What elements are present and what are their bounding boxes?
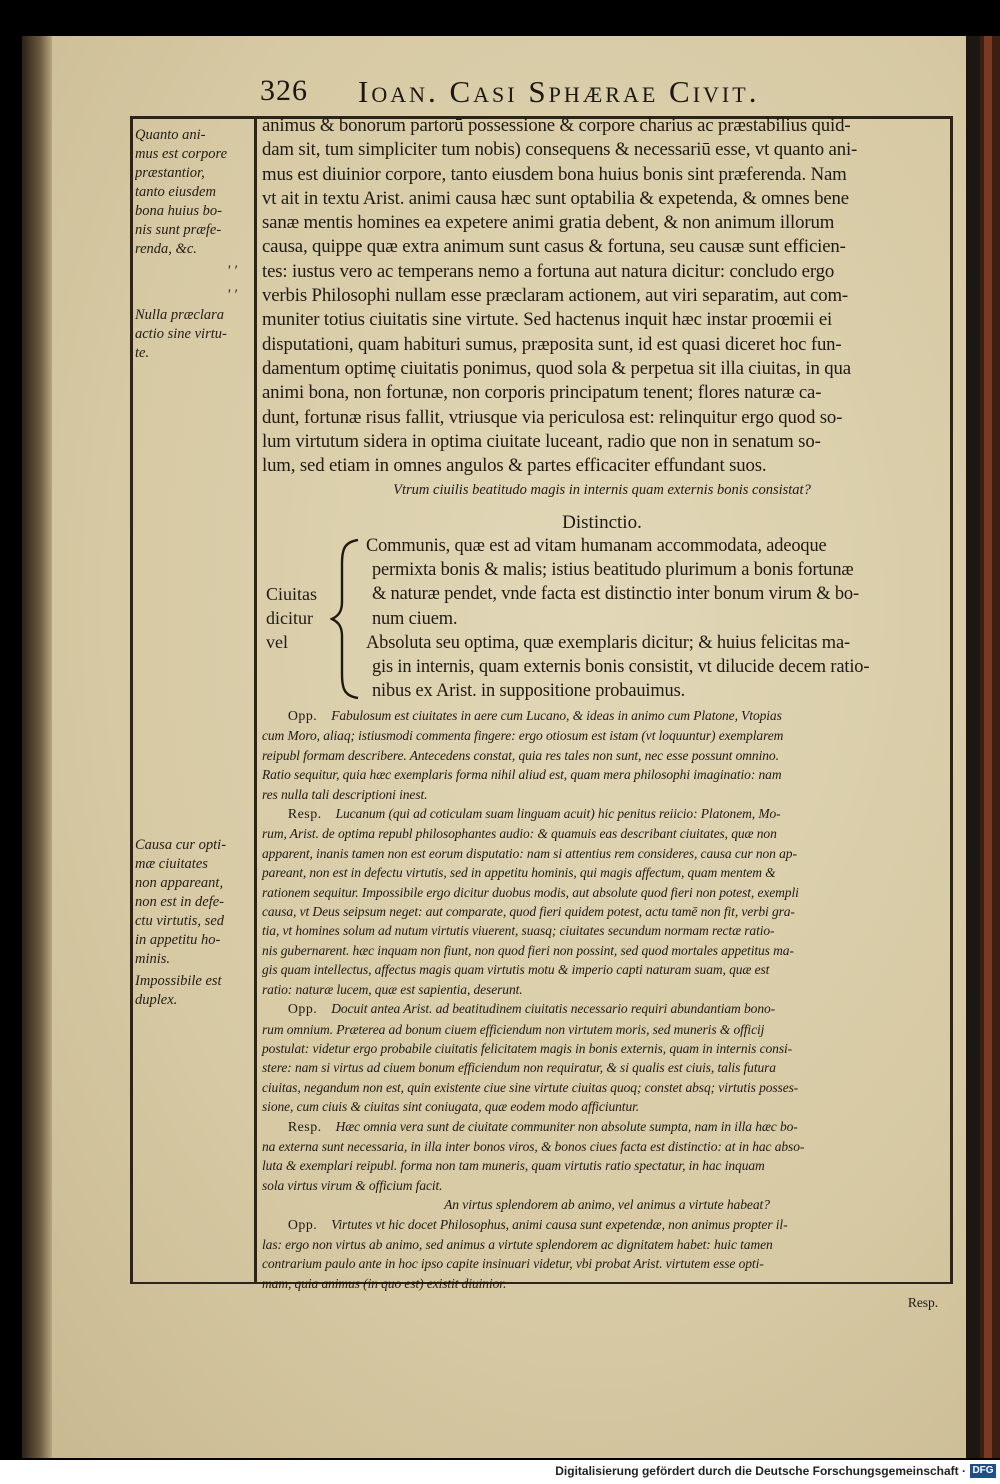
disputation-line	[262, 726, 948, 745]
margin-note-line: minis.	[135, 951, 171, 967]
disputation-line-lead	[262, 1215, 948, 1235]
dfg-logo: DFG	[970, 1464, 996, 1478]
disputation-line	[262, 785, 948, 804]
margin-note-line: in appetitu ho-	[135, 932, 221, 948]
text-line: vt ait in textu Arist. animi causa hæc sunt optabilia & expetenda, & omnes bene	[262, 187, 849, 209]
disputation-line	[262, 765, 948, 784]
disputation-line	[262, 980, 948, 999]
disputation-line-lead	[262, 1117, 948, 1137]
disputation-text: luta & exemplari reipubl. forma non tam muneris, quam virtutis ratio spectatur, in hac inquam	[262, 1158, 765, 1174]
disputation-text: ratio: naturæ lucem, quæ est sapientia, deserunt.	[262, 981, 523, 997]
text-line: causa, quippe quæ extra animum sunt casus & fortuna, seu causæ sunt efficien-	[262, 236, 846, 258]
text-line: dam sit, tum simpliciter tum nobis) consequens & necessariū esse, vt quanto ani-	[262, 139, 858, 161]
margin-note-line: actio sine virtu-	[135, 326, 227, 342]
disputation-text: mam, quia animus (in quo est) existit diuinior.	[262, 1275, 507, 1291]
margin-rule-left	[130, 116, 133, 1284]
page-header	[260, 74, 880, 114]
margin-note-line: non est in defe-	[135, 894, 224, 910]
text-line: mus est diuinior corpore, tanto eiusdem bona huius bonis sint præferenda. Nam	[262, 163, 847, 185]
disputation-text: las: ergo non virtus ab animo, sed animus a virtute splendorem ac dignitatem habet: huic tamen	[262, 1236, 773, 1252]
margin-note-line: Quanto ani-	[135, 127, 206, 143]
margin-note-line: te.	[135, 345, 150, 361]
disputation-text: res nulla tali descriptioni inest.	[262, 786, 428, 802]
disputation-line	[262, 1156, 948, 1175]
distinctio-line: permixta bonis & malis; istius beatitudo plurimum a bonis fortunæ	[371, 559, 854, 581]
page-edge	[966, 36, 980, 1458]
disputation-text: contrarium paulo ante in hoc ipso capite insinuari videtur, vbi probat Arist. virtutem esse opti-	[262, 1256, 764, 1272]
disputation-line-lead	[262, 804, 948, 824]
disputation-text: nis gubernarent. hæc inquam non fiunt, non quod fieri non possint, sed quod mortales appetitus ma-	[262, 942, 794, 958]
disputation-block	[262, 706, 952, 1313]
footer-bar	[0, 1460, 1000, 1484]
disputation-text: apparent, inanis tamen non est eorum disputatio: nam si attentius rem consideres, causa cur non ap-	[262, 845, 797, 861]
text-line: muniter totius ciuitatis sine virtute. Sed hactenus inquit hæc instar proœmii ei	[262, 309, 833, 331]
catchword: Resp.	[907, 1295, 938, 1311]
margin-note-line: Impossibile est	[135, 973, 222, 989]
margin-note-line: præstantior,	[135, 165, 205, 181]
disputation-text: reipubl formam describere. Antecedens constat, quia res tales non sunt, nec esse possunt omnino.	[262, 747, 779, 763]
distinctio-body	[366, 534, 952, 703]
text-line: tes: iustus vero ac temperans nemo a fortuna aut natura dicitur: concludo ergo	[262, 260, 835, 282]
disputation-text: cum Moro, aliaq; istiusmodi commenta fingere: ergo otiosum est istam (vt loquuntur) exemplarem	[262, 728, 784, 744]
disputation-text: Hæc omnia vera sunt de ciuitate communiter non absolute sumpta, nam in illa hæc bo-	[335, 1118, 798, 1134]
disputation-text: Docuit antea Arist. ad beatitudinem ciuitatis necessario requiri abundantiam bono-	[331, 1001, 776, 1017]
disputation-speaker: Opp.	[287, 1217, 318, 1233]
text-line: animi bona, non fortunæ, non corporis principatum tenent; flores naturæ ca-	[262, 382, 822, 404]
margin-note-line: nis sunt præfe-	[135, 222, 222, 238]
distinctio-line: Absoluta seu optima, quæ exemplaris dicitur; & huius felicitas ma-	[366, 631, 850, 653]
disputation-text: stere: nam si virtus ad ciuem bonum efficiendum non requiratur, & si qualis est ciuis, talis futura	[262, 1060, 776, 1076]
disputation-text: Ratio sequitur, quia hæc exemplaris forma nihil aliud est, quam mera philosophi imaginatio: nam	[262, 767, 782, 783]
margin-note-line: ctu virtutis, sed	[135, 913, 225, 929]
text-line: dunt, fortunæ risus fallit, vtriusque via periculosa est: relinquitur ergo quod so-	[262, 406, 843, 428]
text-line: animus & bonorum partorū possessione & corpore charius ac præstabilius quid-	[262, 115, 851, 136]
disputation-text: Virtutes vt hic docet Philosophus, animi causa sunt expetendæ, non animus propter il-	[331, 1216, 788, 1232]
distinctio-heading: Distinctio.	[562, 512, 642, 533]
disputation-line	[262, 824, 948, 843]
main-paragraph	[262, 114, 942, 478]
disputation-speaker: Resp.	[287, 807, 322, 823]
main-text-block	[262, 114, 942, 478]
disputation-line	[262, 902, 948, 921]
margin-note-line: duplex.	[135, 992, 178, 1008]
disputation-text: ciuitas, negandum non est, quin existente ciue sine virtute ciuitas quoq; constet absq; virtutis posses-	[262, 1079, 799, 1095]
distinctio-line: & naturæ pendet, vnde facta est distinctio inter bonum virum & bo-	[371, 583, 859, 605]
disputation-line	[262, 746, 948, 765]
disputation-line	[262, 1078, 948, 1097]
question-heading: An virtus splendorem ab animo, vel animus a virtute habeat?	[444, 1197, 770, 1213]
margin-note-line: Nulla præclara	[135, 307, 225, 323]
disputation-line	[262, 844, 948, 863]
distinctio-line: Communis, quæ est ad vitam humanam accommodata, adeoque	[366, 535, 827, 556]
disputation-line	[262, 1020, 948, 1039]
distinctio-line: nibus ex Arist. in suppositione probauimus.	[371, 680, 686, 702]
disputation-text: Lucanum (qui ad coticulam suam linguam acuit) hic penitus reiicio: Platonem, Mo-	[335, 806, 781, 822]
margin-note-line: bona huius bo-	[135, 203, 222, 219]
margin-note-line: tanto eiusdem	[135, 184, 216, 200]
disputation-text: Fabulosum est ciuitates in aere cum Lucano, & ideas in animo cum Platone, Vtopias	[331, 708, 782, 723]
distinctio-label-line: Ciuitas	[266, 584, 318, 604]
disputation-text: sione, cum ciuis & ciuitas sint coniugata, quæ eodem modo afficiuntur.	[262, 1099, 640, 1115]
margin-note	[135, 306, 253, 363]
margin-note-line: mus est corpore	[135, 146, 228, 162]
text-line: lum, sed etiam in omnes angulos & partes efficaciter effundant suos.	[262, 455, 767, 477]
disputation-line-lead	[262, 999, 948, 1019]
disputation-line	[262, 863, 948, 882]
distinctio-label-line: vel	[266, 632, 288, 652]
disputation-line	[262, 883, 948, 902]
disputation-text: tia, vt homines solum ad nutum virtutis viuerent, suasq; ciuitates secundum normam rectæ ratio-	[262, 923, 775, 939]
disputation-text: rum omnium. Præterea ad bonum ciuem efficiendum non virtutem moris, sed muneris & officij	[262, 1021, 765, 1037]
disputation-line	[262, 1274, 948, 1293]
question-heading: Vtrum ciuilis beatitudo magis in internis quam externis bonis consistat?	[393, 482, 811, 498]
disputation-text: rum, Arist. de optima republ philosophantes audio: & quamuis eas describant ciuitates, quæ non	[262, 826, 777, 842]
disputation-text: gis quam intellectus, affectus magis quam virtutis motu & imperio capti naturam suam, quæ est	[262, 962, 770, 978]
text-line: disputationi, quam habituri sumus, præposita sunt, id est quasi diceret hoc fun-	[262, 333, 842, 355]
disputation-line	[262, 1137, 948, 1156]
text-line: sanæ mentis homines ea expetere animi gratia debent, & non animum illorum	[262, 212, 835, 234]
disputation-speaker: Resp.	[287, 1119, 322, 1135]
disputation-line	[262, 1254, 948, 1273]
disputation-line	[262, 1176, 948, 1195]
disputation-line-lead	[262, 706, 948, 726]
disputation-line	[262, 1097, 948, 1116]
disputation-text: pareant, non est in defectu virtutis, sed in appetitu hominis, qui magis affectum, quam mentem &	[262, 865, 776, 881]
text-line: lum virtutum sidera in optima ciuitate luceant, radio que non in senatum so-	[262, 430, 821, 452]
book-cover-highlight	[984, 36, 992, 1458]
footer-credit: Digitalisierung gefördert durch die Deutsche Forschungsgemeinschaft ·	[555, 1464, 966, 1478]
margin-note-line: ' '	[227, 287, 237, 303]
disputation-text: causa, vt Deus seipsum neget: aut comparate, quod fieri quidem potest, actu tamē non fit, verbi gra-	[262, 904, 795, 920]
disputation-speaker: Opp.	[287, 1002, 318, 1018]
distinctio-line: num ciuem.	[371, 607, 458, 629]
margin-note-line: mæ ciuitates	[135, 856, 208, 872]
curly-brace-icon	[330, 536, 364, 702]
text-line: damentum optimę ciuitatis ponimus, quod sola & perpetua sit illa ciuitas, in qua	[262, 357, 851, 379]
disputation-line	[262, 960, 948, 979]
margin-note-line: non appareant,	[135, 875, 224, 891]
disputation-text: postulat: videtur ergo probabile ciuitatis felicitatem magis in bonis externis, quam in internis consi-	[262, 1040, 793, 1056]
disputation-line	[262, 1235, 948, 1254]
page-number: 326	[260, 74, 308, 107]
margin-note-line: ' '	[227, 263, 237, 279]
disputation-line	[262, 1058, 948, 1077]
distinctio-label-line: dicitur	[266, 608, 313, 628]
margin-note	[135, 126, 253, 259]
margin-note	[135, 972, 253, 1010]
disputation-text: rationem sequitur. Impossibile ergo dicitur duobus modis, aut absolute quod fieri non potest, exempli	[262, 884, 799, 900]
margin-note-line: renda, &c.	[135, 241, 197, 257]
distinctio-line: gis in internis, quam externis bonis consistit, vt dilucide decem ratio-	[371, 656, 870, 678]
disputation-text: na externa sunt necessaria, in illa inter bonos viros, & bonos ciues facta est distinctio: at in hac abso-	[262, 1138, 805, 1154]
disputation-speaker: Opp.	[287, 709, 318, 724]
running-title: Ioan. Casi Sphærae Civit.	[358, 74, 760, 109]
disputation-line	[262, 941, 948, 960]
page-gutter-shadow	[22, 36, 52, 1458]
disputation-text: sola virtus virum & officium facit.	[262, 1177, 443, 1193]
disputation-line	[262, 1039, 948, 1058]
margin-note-line: Causa cur opti-	[135, 837, 227, 853]
distinctio-label	[266, 582, 317, 654]
text-line: verbis Philosophi nullam esse præclaram actionem, aut viri separatim, aut com-	[262, 285, 849, 307]
disputation-line	[262, 921, 948, 940]
margin-note	[135, 836, 253, 969]
